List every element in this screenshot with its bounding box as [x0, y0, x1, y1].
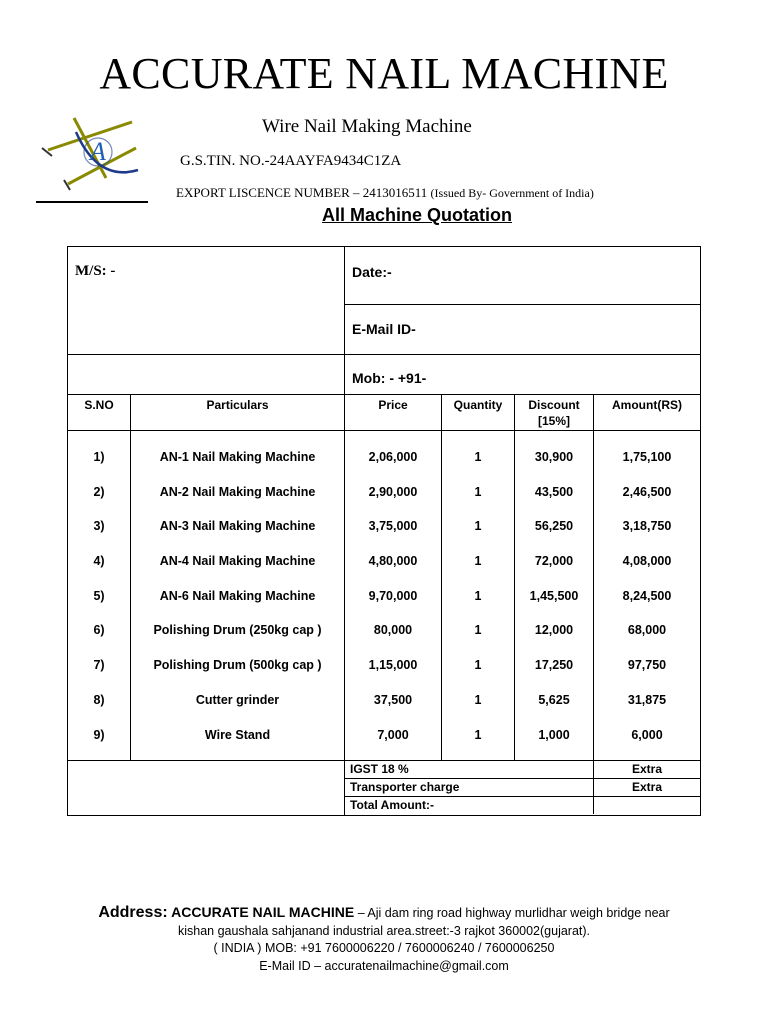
address-line-3: ( INDIA ) MOB: +91 7600006220 / 7600006240 / 7600006250: [213, 941, 555, 955]
header-price: Price: [378, 398, 408, 412]
cell-particulars: Polishing Drum (250kg cap ): [153, 623, 322, 637]
ms-label: M/S: -: [75, 263, 116, 279]
header-discount: [515, 397, 593, 429]
cell-amount: 8,24,500: [622, 589, 672, 603]
export-licence-number: EXPORT LISCENCE NUMBER – 2413016511: [176, 185, 428, 200]
cell-sno: 8): [93, 693, 105, 707]
table-row: [68, 516, 700, 536]
export-issued-by: (Issued By- Government of India): [430, 186, 594, 200]
table-row: [68, 655, 700, 675]
table-row: [68, 690, 700, 710]
igst-value: Extra: [631, 762, 663, 776]
cell-quantity: 1: [474, 519, 482, 533]
cell-particulars: AN-2 Nail Making Machine: [159, 485, 316, 499]
header-amount: Amount(RS): [612, 398, 682, 412]
cell-sno: 3): [93, 519, 105, 533]
cell-price: 1,15,000: [368, 658, 418, 672]
cell-price: 2,90,000: [368, 485, 418, 499]
company-name: ACCURATE NAIL MACHINE: [99, 49, 669, 98]
cell-price: 2,06,000: [368, 450, 418, 464]
cell-quantity: 1: [474, 693, 482, 707]
header-particulars: Particulars: [206, 398, 269, 412]
date-label: Date:-: [352, 264, 392, 280]
cell-discount: 12,000: [534, 623, 574, 637]
cell-discount: 1,45,500: [529, 589, 579, 603]
cell-amount: 6,000: [631, 728, 663, 742]
header-discount-percent: [15%]: [537, 414, 570, 428]
cell-amount: 68,000: [627, 623, 667, 637]
cell-discount: 17,250: [534, 658, 574, 672]
cell-discount: 43,500: [534, 485, 574, 499]
transport-label: Transporter charge: [350, 780, 460, 794]
cell-sno: 2): [93, 485, 105, 499]
export-licence: [176, 185, 594, 201]
cell-price: 3,75,000: [368, 519, 418, 533]
company-logo: [36, 112, 152, 204]
cell-amount: 31,875: [627, 693, 667, 707]
cell-discount: 72,000: [534, 554, 574, 568]
cell-particulars: Wire Stand: [204, 728, 271, 742]
cell-discount: 1,000: [538, 728, 570, 742]
cell-quantity: 1: [474, 728, 482, 742]
cell-amount: 4,08,000: [622, 554, 672, 568]
total-amount-label: Total Amount:-: [350, 798, 434, 812]
cell-sno: 9): [93, 728, 105, 742]
cell-particulars: AN-4 Nail Making Machine: [159, 554, 316, 568]
cell-amount: 3,18,750: [622, 519, 672, 533]
cell-discount: 56,250: [534, 519, 574, 533]
quotation-title: All Machine Quotation: [322, 205, 513, 225]
cell-particulars: AN-1 Nail Making Machine: [159, 450, 316, 464]
cell-quantity: 1: [474, 623, 482, 637]
cell-particulars: Polishing Drum (500kg cap ): [153, 658, 322, 672]
email-label: E-Mail ID-: [352, 321, 416, 337]
cell-particulars: AN-3 Nail Making Machine: [159, 519, 316, 533]
cell-price: 4,80,000: [368, 554, 418, 568]
tagline: Wire Nail Making Machine: [262, 116, 472, 137]
table-row: [68, 447, 700, 467]
igst-label: IGST 18 %: [350, 762, 409, 776]
cell-price: 37,500: [373, 693, 413, 707]
cell-amount: 97,750: [627, 658, 667, 672]
gstin: G.S.TIN. NO.-24AAYFA9434C1ZA: [180, 153, 402, 169]
address-company: ACCURATE NAIL MACHINE: [171, 904, 355, 920]
cell-sno: 4): [93, 554, 105, 568]
mob-label: Mob: - +91-: [352, 370, 427, 386]
table-row: [68, 620, 700, 640]
cell-sno: 6): [93, 623, 105, 637]
cell-price: 80,000: [373, 623, 413, 637]
transport-value: Extra: [631, 780, 663, 794]
address-label: Address:: [98, 904, 168, 921]
table-row: [68, 586, 700, 606]
address-email: E-Mail ID – accuratenailmachine@gmail.com: [259, 958, 509, 973]
cell-sno: 1): [93, 450, 105, 464]
table-row: [68, 551, 700, 571]
cell-quantity: 1: [474, 485, 482, 499]
header-quantity: Quantity: [453, 398, 503, 412]
cell-discount: 5,625: [538, 693, 570, 707]
address-line-1: [0, 904, 768, 923]
cell-price: 9,70,000: [368, 589, 418, 603]
cell-discount: 30,900: [534, 450, 574, 464]
table-row: [68, 725, 700, 745]
cell-quantity: 1: [474, 589, 482, 603]
cell-price: 7,000: [377, 728, 409, 742]
address-line-2: kishan gaushala sahjanand industrial area.street:-3 rajkot 360002(gujarat).: [177, 923, 591, 938]
cell-sno: 7): [93, 658, 105, 672]
cell-particulars: AN-6 Nail Making Machine: [159, 589, 316, 603]
address-line-1-text: – Aji dam ring road highway murlidhar weigh bridge near: [357, 906, 670, 920]
cell-quantity: 1: [474, 658, 482, 672]
logo-letter: A: [90, 137, 106, 166]
cell-particulars: Cutter grinder: [195, 693, 280, 707]
cell-quantity: 1: [474, 450, 482, 464]
table-row: [68, 482, 700, 502]
cell-amount: 2,46,500: [622, 485, 672, 499]
address-block: [0, 904, 768, 975]
header-sno: S.NO: [84, 398, 114, 412]
cell-sno: 5): [93, 589, 105, 603]
cell-amount: 1,75,100: [622, 450, 672, 464]
header-discount-label: Discount: [528, 398, 580, 412]
cell-quantity: 1: [474, 554, 482, 568]
